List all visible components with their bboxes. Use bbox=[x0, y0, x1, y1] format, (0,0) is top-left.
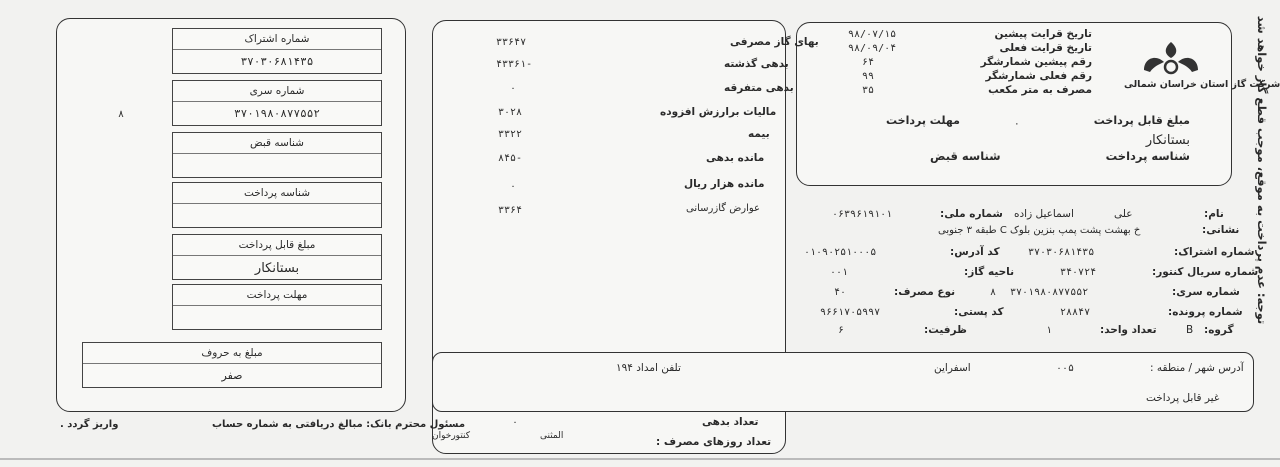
insurance: ۳۳۲۲ bbox=[498, 129, 523, 140]
remaining: ۸۴۵- bbox=[498, 153, 523, 164]
national-id-label: شماره ملی: bbox=[940, 208, 1003, 220]
subscription-label: شماره اشتراک: bbox=[1174, 246, 1255, 258]
bank-note: مسئول محترم بانک: مبالغ دریافتی به شماره حساب bbox=[212, 419, 466, 430]
address-code: ۰۱۰۹۰۲۵۱۰۰۰۵ bbox=[804, 247, 877, 258]
units: ۱ bbox=[1046, 325, 1053, 336]
creditor-value: بستانکار bbox=[1145, 133, 1190, 148]
stub-words-label: مبلغ به حروف bbox=[83, 347, 381, 364]
emergency-phone: تلفن امداد ۱۹۴ bbox=[616, 362, 681, 374]
usage-type-label: نوع مصرف: bbox=[894, 286, 956, 298]
group-label: گروه: bbox=[1204, 324, 1234, 336]
subscription: ۳۷۰۳۰۶۸۱۴۳۵ bbox=[1028, 247, 1095, 258]
usage: ۳۵ bbox=[862, 85, 875, 96]
postal: ۹۶۶۱۷۰۵۹۹۷ bbox=[820, 307, 881, 318]
stub-amount bbox=[172, 234, 382, 280]
rial-thousand-label: مانده هزار ریال bbox=[684, 178, 765, 190]
remaining-label: مانده بدهی bbox=[706, 152, 765, 164]
prev-date: ۹۸/۰۷/۱۵ bbox=[848, 29, 897, 40]
payable-status: غیر قابل پرداخت bbox=[1146, 392, 1220, 404]
address: خ بهشت پشت پمپ بنزین بلوک C طبقه ۳ جنوبی bbox=[938, 225, 1141, 236]
meter-serial: ۳۴۰۷۲۴ bbox=[1060, 267, 1097, 278]
stub-words-value: صفر bbox=[221, 369, 243, 382]
national-id: ۰۶۳۹۶۱۹۱۰۱ bbox=[832, 209, 893, 220]
stub-series-suffix: ۸ bbox=[118, 109, 125, 120]
fee-label: عوارض گازرسانی bbox=[686, 203, 761, 214]
debt-count: ٠ bbox=[512, 417, 519, 428]
stub-amount-value: بستانکار bbox=[254, 261, 300, 276]
misc-debt-label: بدهی متفرقه bbox=[724, 82, 794, 94]
insurance-label: بیمه bbox=[748, 128, 770, 140]
prev-date-label: تاریخ قرایت پیشین bbox=[994, 28, 1092, 40]
file-label: شماره پرونده: bbox=[1168, 306, 1243, 318]
cur-date-label: تاریخ قرایت فعلی bbox=[999, 42, 1092, 54]
cur-reading: ۹۹ bbox=[862, 71, 875, 82]
gas-zone: ۰۰۱ bbox=[830, 267, 849, 278]
deadline-zero: ٠ bbox=[1014, 118, 1020, 130]
address-code-label: کد آدرس: bbox=[950, 246, 1000, 258]
prev-debt-label: بدهی گذشته bbox=[724, 58, 789, 70]
days-label: تعداد روزهای مصرف : bbox=[656, 436, 772, 448]
capacity: ۶ bbox=[838, 325, 845, 336]
meter-reader: کنتورخوان bbox=[432, 431, 471, 441]
stub-deadline-label: مهلت پرداخت bbox=[173, 289, 381, 306]
payment-id-label: شناسه پرداخت bbox=[1105, 149, 1190, 163]
stub-series bbox=[172, 80, 382, 126]
rial-thousand: ٠ bbox=[510, 181, 517, 192]
deposit-note: واریز گردد . bbox=[60, 419, 119, 430]
capacity-label: ظرفیت: bbox=[924, 324, 967, 336]
cur-date: ۹۸/۰۹/۰۴ bbox=[848, 43, 897, 54]
fee: ۳۳۶۴ bbox=[498, 205, 523, 216]
deadline-label: مهلت پرداخت bbox=[886, 114, 960, 127]
region-label: آدرس شهر / منطقه : bbox=[1150, 362, 1244, 374]
postal-label: کد پستی: bbox=[954, 306, 1004, 318]
first-name: علی bbox=[1114, 208, 1133, 220]
file: ۲۸۸۴۷ bbox=[1060, 307, 1091, 318]
flame-logo-icon bbox=[1140, 40, 1202, 76]
gas-cost-label: بهای گاز مصرفی bbox=[730, 36, 819, 48]
meter-serial-label: شماره سریال کنتور: bbox=[1152, 266, 1259, 278]
stub-series-value: ۳۷۰۱۹۸۰۸۷۷۵۵۲ bbox=[233, 107, 321, 120]
units-label: تعداد واحد: bbox=[1100, 324, 1157, 336]
company-name: شرکت گاز استان خراسان شمالی bbox=[1124, 79, 1280, 90]
stub-payment-id bbox=[172, 182, 382, 228]
usage-type: ۴۰ bbox=[834, 287, 847, 298]
prev-reading: ۶۴ bbox=[862, 57, 875, 68]
stub-bill-id-label: شناسه قبض bbox=[173, 137, 381, 154]
vat: ۳۰۲۸ bbox=[498, 107, 523, 118]
side-note-text: توجه: عدم پرداخت به موقع، موجب قطع گاز خواهد شد bbox=[1255, 15, 1269, 325]
stub-deadline bbox=[172, 284, 382, 330]
misc-debt: ٠ bbox=[510, 83, 517, 94]
stub-payment-id-label: شناسه پرداخت bbox=[173, 187, 381, 204]
usage-label: مصرف به متر مکعب bbox=[988, 84, 1092, 96]
stub-subscription-label: شماره اشتراک bbox=[173, 33, 381, 50]
address-label: نشانی: bbox=[1202, 224, 1240, 236]
stub-series-label: شماره سری bbox=[173, 85, 381, 102]
prev-debt: ۴۳۳۶۱- bbox=[496, 59, 533, 70]
bottom-edge bbox=[0, 458, 1280, 460]
last-name: اسماعیل زاده bbox=[1014, 208, 1074, 220]
stub-amount-label: مبلغ قابل پرداخت bbox=[173, 239, 381, 256]
gas-cost: ۳۳۶۴۷ bbox=[496, 37, 527, 48]
series-suffix: ۸ bbox=[990, 287, 997, 298]
series-label: شماره سری: bbox=[1172, 286, 1240, 298]
debt-count-label: تعداد بدهی bbox=[702, 416, 759, 428]
region-box bbox=[432, 352, 1254, 412]
series: ۳۷۰۱۹۸۰۸۷۷۵۵۲ bbox=[1010, 287, 1089, 298]
stub-subscription bbox=[172, 28, 382, 74]
region-city: اسفراین bbox=[934, 362, 971, 374]
vat-label: مالیات برارزش افزوده bbox=[660, 106, 777, 118]
cur-reading-label: رقم فعلی شمارشگر bbox=[985, 70, 1092, 82]
stub-words bbox=[82, 342, 382, 388]
duplicate-label: المثنی bbox=[540, 431, 564, 441]
stub-subscription-value: ۳۷۰۳۰۶۸۱۴۳۵ bbox=[240, 55, 314, 68]
gas-zone-label: ناحیه گاز: bbox=[964, 266, 1015, 278]
name-label: نام: bbox=[1204, 208, 1224, 220]
amount-label: مبلغ قابل پرداخت bbox=[1093, 114, 1190, 127]
region-code: ۰۰۵ bbox=[1056, 363, 1075, 374]
prev-reading-label: رقم پیشین شمارشگر bbox=[980, 56, 1092, 68]
bill-id-label: شناسه قبض bbox=[930, 149, 1001, 163]
stub-bill-id bbox=[172, 132, 382, 178]
group: B bbox=[1186, 324, 1194, 336]
